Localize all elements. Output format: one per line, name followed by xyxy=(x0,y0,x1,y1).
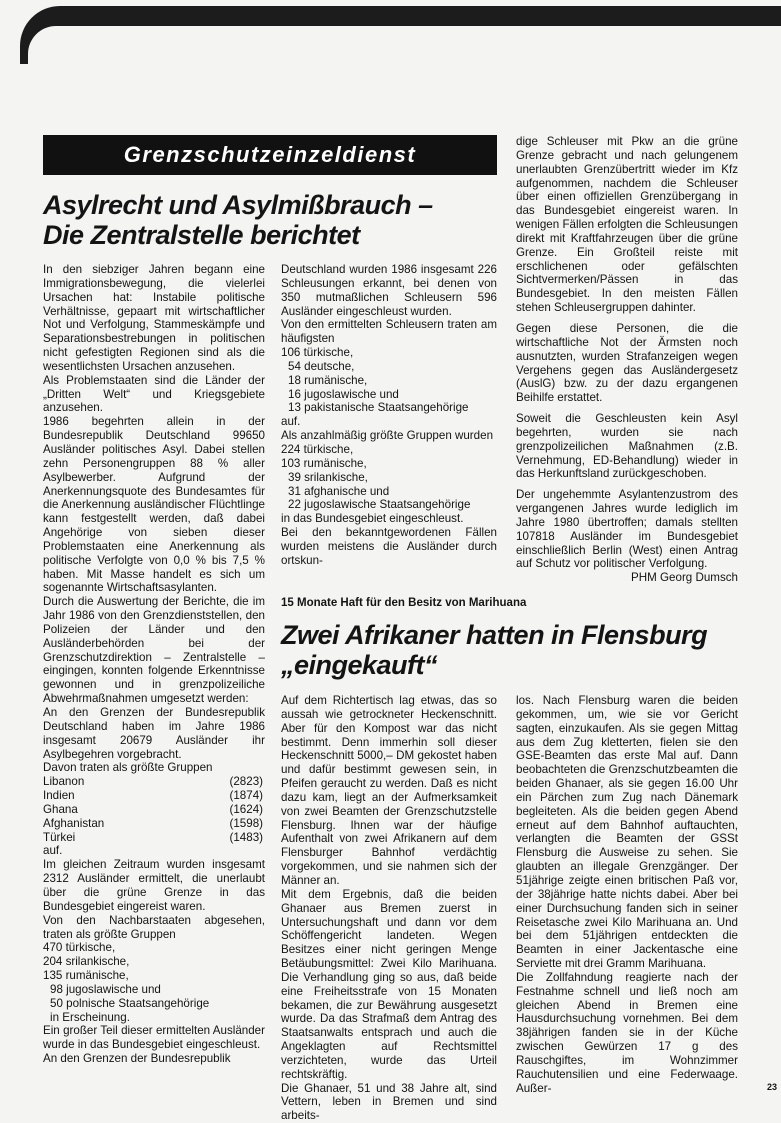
paragraph: In den siebziger Jahren begann eine Immigrationsbewegung, die vielerlei Ursachen hat: Instabile politische Verhältnisse, gepaart mit wirtschaftlicher Not und Verfolgung, Stammeskämpfe und Separationsbestrebungen in politischen nicht gefestigten Regionen sind als die wesentlichsten Ursachen anzusehen. xyxy=(43,263,265,373)
headline-line1: Zwei Afrikaner hatten in Flensburg xyxy=(281,620,708,650)
list-outro: in Erscheinung. xyxy=(50,1010,130,1024)
list-item: Libanon (2823) xyxy=(43,775,263,789)
article2-column2 xyxy=(281,694,497,1123)
paragraph: An den Grenzen der Bundesrepublik Deutschland haben im Jahre 1986 insgesamt 20679 Ausländer ihr Asylbegehren vorgebracht. xyxy=(43,706,265,761)
paragraph: Bei den bekanntgewordenen Fällen wurden meistens die Ausländer durch ortskun- xyxy=(281,526,497,567)
paragraph: Von den ermittelten Schleusern traten am häufigsten xyxy=(281,318,497,346)
list-outro: auf. xyxy=(43,844,63,858)
list-item: 16 jugoslawische und xyxy=(288,387,399,401)
paragraph: 1986 begehrten allein in der Bundesrepublik Deutschland 99650 Ausländer politisches Asyl. Dabei stellen zehn Personengruppen 88 % aller Asylbewerber. Aufgrund der Anerkennungsquote des Bundesamtes für die Anerkennung ausländischer Flüchtlinge kann festgestellt werden, daß dabei Angehörige von sieben dieser Problemstaaten eine Anerkennung als politische Verfolgte von 0,0 % bis 7,5 % haben. Mit Masse handelt es sich um sogenannte Wirtschaftsasylanten. xyxy=(43,415,265,595)
list-item: Afghanistan (1598) xyxy=(43,816,263,830)
paragraph: Auf dem Richtertisch lag etwas, das so aussah wie getrockneter Heckenschnitt. Aber für den Kompost war das nicht bestimmt. Denn immerhin soll dieser Heckenschnitt 5000,– DM gekostet haben und dafür bestimmt gewesen sein, in Pfeifen geraucht zu werden. Daß es nicht dazu kam, liegt an der Aufmerksamkeit von zwei Beamten der Grenzschutzstelle Flensburg. Ihnen war der häufige Aufenthalt von zwei Afrikanern auf dem Flensburger Bahnhof verdächtig vorgekommen, und sie nahmen sich der Männer an. xyxy=(281,694,497,887)
article1-column2 xyxy=(281,263,497,568)
list-item: 50 polnische Staatsangehörige xyxy=(50,996,210,1010)
article1-headline xyxy=(43,190,503,250)
author-signature: PHM Georg Dumsch xyxy=(631,571,738,585)
list-item: Indien (1874) xyxy=(43,789,263,803)
list-item: 98 jugoslawische und xyxy=(50,982,161,996)
headline-line1: Asylrecht und Asylmißbrauch – xyxy=(43,190,433,220)
paragraph: Als Problemstaaten sind die Länder der „Dritten Welt“ und Kriegsgebiete anzusehen. xyxy=(43,373,265,415)
paragraph: Mit dem Ergebnis, daß die beiden Ghanaer aus Bremen zuerst in Untersuchungshaft und dann vor dem Schöffengericht landeten. Wegen Besitzes einer nicht geringen Menge Betäubungsmittel: Zwei Kilo Marihuana. Die Verhandlung ging so aus, daß beide eine Freiheitsstrafe von 15 Monaten bekamen, die zur Bewährung ausgesetzt wurde. Da das Strafmaß dem Antrag des Staatsanwalts entsprach und auch die Angeklagten auf Rechtsmittel verzichteten, wurde das Urteil rechtskräftig. xyxy=(281,887,497,1081)
list-item: 18 rumänische, xyxy=(288,373,368,387)
list-item: 224 türkische, xyxy=(281,442,354,456)
paragraph: An den Grenzen der Bundesrepublik xyxy=(43,1052,231,1066)
paragraph: Im gleichen Zeitraum wurden insgesamt 2312 Ausländer ermittelt, die unerlaubt über die grüne Grenze in das Bundesgebiet eingereist waren. xyxy=(43,858,265,913)
headline-line2: Die Zentralstelle berichtet xyxy=(43,220,360,250)
list-item: 22 jugoslawische Staatsangehörige xyxy=(288,498,471,512)
paragraph: Von den Nachbarstaaten abgesehen, traten als größte Gruppen xyxy=(43,913,265,941)
paragraph: Durch die Auswertung der Berichte, die im Jahr 1986 von den Grenzdienststellen, den Polizeien der Länder und den Ausländerbehörden bei der Grenzschutzdirektion – Zentralstelle – eingingen, konnten folgende Erkenntnisse gewonnen und in grenzpolizeiliche Abwehrmaßnahmen umgesetzt werden: xyxy=(43,595,265,706)
list-item: Türkei (1483) xyxy=(43,830,263,844)
list-item: 204 srilankische, xyxy=(43,955,130,969)
page-number: 23 xyxy=(766,1082,777,1092)
paragraph: Deutschland wurden 1986 insgesamt 226 Schleusungen erkannt, bei denen von 350 mutmaßlichen Schleusern 596 Ausländer eingeschleust wurden. xyxy=(281,263,497,318)
list-item: Ghana (1624) xyxy=(43,802,263,816)
list-intro: Davon traten als größte Gruppen xyxy=(43,761,213,775)
article2-kicker: 15 Monate Haft für den Besitz von Marihuana xyxy=(281,597,527,609)
paragraph: los. Nach Flensburg waren die beiden gekommen, um, wie sie vor Gericht sagten, einzukaufen. Als sie gegen Mittag aus dem Zug kletterten, fielen sie den GSE-Beamten das erste Mal auf. Dann beobachteten die Grenzschutzbeamten die beiden Ghanaer, als sie gegen 16.00 Uhr ein Pärchen zum Zug nach Dänemark begleiteten. Als die beiden gegen Abend erneut auf dem Bahnhof auftauchten, verlangten die Beamten der GSSt Flensburg die Ausweise zu sehen. Sie glaubten an illegale Grenzgänger. Der 51jährige zeigte einen britischen Paß vor, der 38jährige hatte nichts dabei. Aber bei einer Durchsuchung fanden sich in seiner Reisetasche zwei Kilo Marihuana an. Und bei dem 51jährigen entdeckten die Beamten in einer Jackentasche eine Serviette mit drei Gramm Marihuana. xyxy=(516,694,738,971)
headline-line2: „eingekauft“ xyxy=(281,650,438,680)
paragraph: Der ungehemmte Asylantenzustrom des vergangenen Jahres wurde lediglich im Jahre 1980 übertroffen; damals stellten 107818 Ausländer im Bundesgebiet einschließlich Berlin (West) einen Antrag auf Schutz vor politischer Verfolgung. xyxy=(516,488,738,571)
article2-column3 xyxy=(516,694,738,1095)
paragraph: Die Zollfahndung reagierte nach der Festnahme schnell und ließ noch am gleichen Abend in Bremen eine Hausdurchsuchung vornehmen. Bei dem 38jährigen fanden sie in der Küche zwischen Gewürzen 17 g des Rauschgiftes, im Wohnzimmer Rauchutensilien und eine Federwaage. Außer- xyxy=(516,970,738,1095)
paragraph: Gegen diese Personen, die die wirtschaftliche Not der Ärmsten noch ausnutzten, wurden Strafanzeigen wegen Vergehens gegen das Ausländergesetz (AuslG) bzw. zu der dazu ergangenen Beihilfe erstattet. xyxy=(516,321,738,405)
list-item: 135 rumänische, xyxy=(43,969,129,983)
paragraph: Ein großer Teil dieser ermittelten Ausländer wurde in das Bundesgebiet eingeschleust. xyxy=(43,1024,265,1052)
list-item: 39 srilankische, xyxy=(288,470,368,484)
paragraph: Als anzahlmäßig größte Gruppen wurden xyxy=(281,429,494,443)
article1-column3 xyxy=(516,135,738,585)
list-outro: in das Bundesgebiet eingeschleust. xyxy=(281,512,464,526)
list-item: 470 türkische, xyxy=(43,941,116,955)
top-border-inner xyxy=(28,26,781,106)
list-item: 13 pakistanische Staatsangehörige xyxy=(288,401,469,415)
list-outro: auf. xyxy=(281,415,301,429)
list-item: 31 afghanische und xyxy=(288,484,390,498)
paragraph: Soweit die Geschleusten kein Asyl begehrten, wurden sie nach grenzpolizeilichen Maßnahmen (z.B. Vernehmung, ED-Behandlung) wieder in das Herkunftsland zurückgeschoben. xyxy=(516,412,738,481)
article1-column1 xyxy=(43,263,265,1066)
list-item: 106 türkische, xyxy=(281,346,354,360)
section-banner: Grenzschutzeinzeldienst xyxy=(43,135,497,175)
paragraph: dige Schleuser mit Pkw an die grüne Grenze gebracht und nach gelungenem unerlaubten Grenzübertritt wieder im Kfz aufgenommen, nachdem die Schleuser über einen offiziellen Grenzübergang in das Bundesgebiet eingereist waren. In wenigen Fällen erfolgten die Schleusungen direkt mit Kraftfahrzeugen über die grüne Grenze. Ein Großteil reiste mit erschlichenen oder gefälschten Sichtvermerken/Pässen in das Bundesgebiet. In den meisten Fällen stehen Schleusergruppen dahinter. xyxy=(516,135,738,315)
article2-headline xyxy=(281,620,751,680)
paragraph: Die Ghanaer, 51 und 38 Jahre alt, sind Vettern, leben in Bremen und sind arbeits- xyxy=(281,1081,497,1123)
list-item: 103 rumänische, xyxy=(281,456,367,470)
list-item: 54 deutsche, xyxy=(288,359,355,373)
